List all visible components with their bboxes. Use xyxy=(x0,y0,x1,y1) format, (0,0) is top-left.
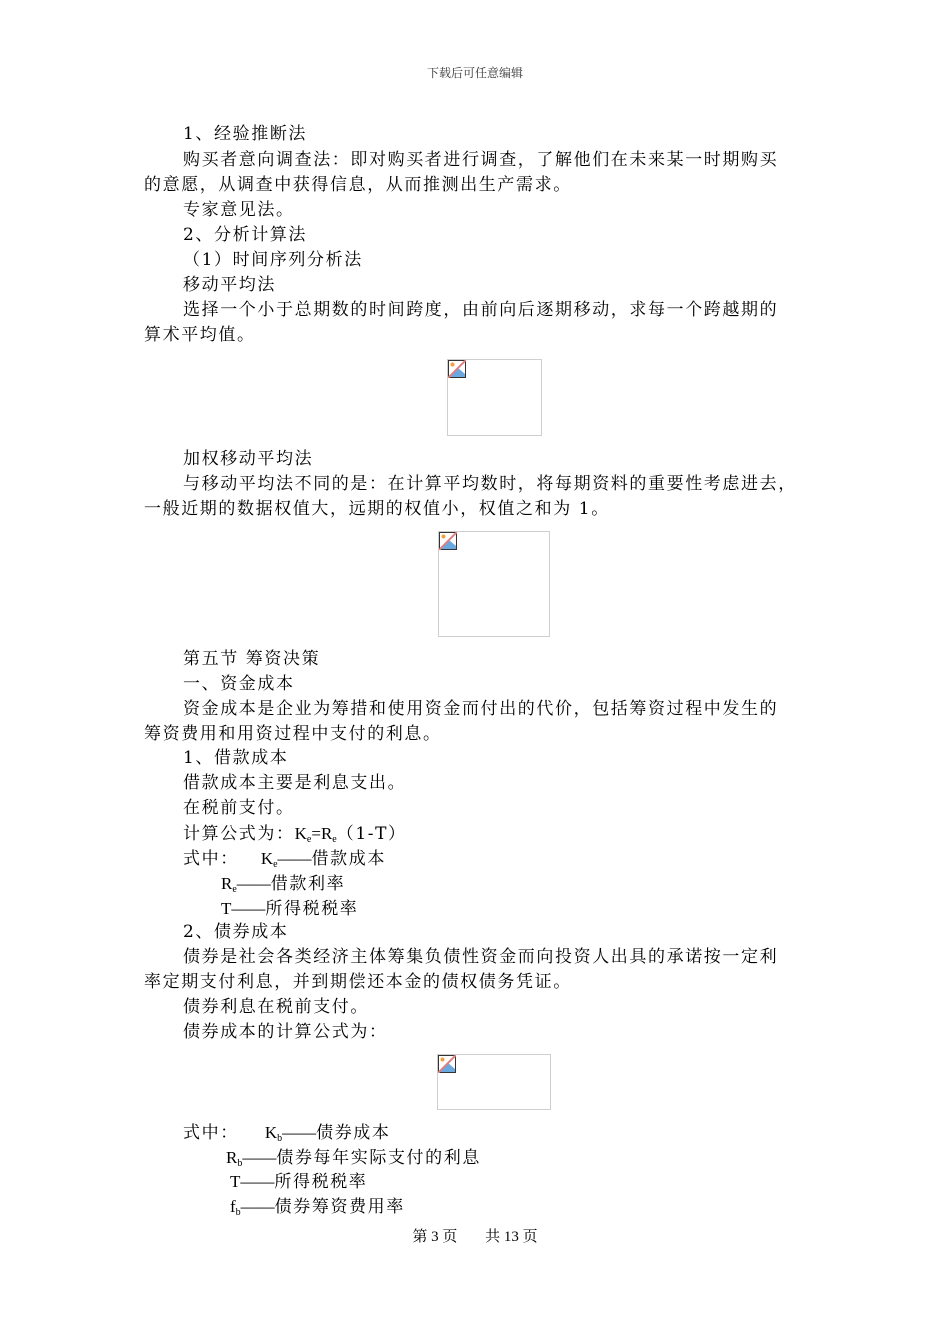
broken-image-icon xyxy=(448,360,466,378)
paragraph-capital-cost: 资金成本是企业为筹措和使用资金而付出的代价，包括筹资过程中发生的 xyxy=(183,699,779,719)
heading-analysis-method: 2、分析计算法 xyxy=(183,225,308,245)
paragraph-bond-definition: 债券是社会各类经济主体筹集负债性资金而向投资人出具的承诺按一定利 xyxy=(183,947,779,967)
paragraph-expert-opinion: 专家意见法。 xyxy=(183,200,295,220)
paragraph-bond-definition-cont: 率定期支付利息，并到期偿还本金的债权债务凭证。 xyxy=(144,972,572,992)
loan-cost-def-r: $R_e——$借款利率 xyxy=(221,874,346,895)
paragraph-capital-cost-cont: 筹资费用和用资过程中支付的利息。 xyxy=(144,724,442,744)
paragraph-weighted-moving-average: 与移动平均法不同的是：在计算平均数时，将每期资料的重要性考虑进去， xyxy=(183,474,797,494)
heading-capital-cost: 一、资金成本 xyxy=(183,674,295,694)
loan-cost-formula: 计算公式为：$K_e=R_e(1-T)$ xyxy=(183,824,407,845)
paragraph-buyer-survey: 购买者意向调查法：即对购买者进行调查，了解他们在未来某一时期购买 xyxy=(183,150,779,170)
heading-weighted-moving-average: 加权移动平均法 xyxy=(183,449,314,469)
moving-average-formula-image xyxy=(447,359,542,436)
bond-cost-def-r: $R_b——$债券每年实际支付的利息 xyxy=(226,1148,481,1169)
paragraph-buyer-survey-cont: 的意愿，从调查中获得信息，从而推测出生产需求。 xyxy=(144,175,572,195)
paragraph-loan-cost: 借款成本主要是利息支出。 xyxy=(183,773,407,793)
section-title-financing-decision: 第五节 筹资决策 xyxy=(183,649,321,669)
heading-empirical-method: 1、经验推断法 xyxy=(183,124,308,144)
weighted-moving-average-formula-image xyxy=(438,531,550,637)
page-number: 第 3 页 xyxy=(412,1229,458,1245)
loan-cost-def-k: 式中： $K_e——$借款成本 xyxy=(183,849,386,870)
paragraph-bond-interest: 债券利息在税前支付。 xyxy=(183,997,369,1017)
heading-time-series: （1）时间序列分析法 xyxy=(183,250,363,270)
bond-cost-def-t: T——所得税税率 xyxy=(230,1172,368,1192)
bond-cost-def-k: 式中： $K_b——$债券成本 xyxy=(183,1123,391,1144)
loan-cost-def-t: T——所得税税率 xyxy=(221,899,359,919)
paragraph-moving-average: 选择一个小于总期数的时间跨度，由前向后逐期移动，求每一个跨越期的 xyxy=(183,300,779,320)
broken-image-icon xyxy=(438,1055,456,1073)
page-header: 下载后可任意编辑 xyxy=(426,66,523,80)
bond-cost-formula-image xyxy=(437,1054,551,1110)
paragraph-bond-formula-intro: 债券成本的计算公式为： xyxy=(183,1022,388,1042)
page-footer xyxy=(0,1225,950,1246)
page-total: 共 13 页 xyxy=(485,1229,538,1245)
broken-image-icon xyxy=(439,532,457,550)
paragraph-pretax: 在税前支付。 xyxy=(183,798,295,818)
heading-bond-cost: 2、债券成本 xyxy=(183,922,289,942)
heading-loan-cost: 1、借款成本 xyxy=(183,748,289,768)
paragraph-moving-average-cont: 算术平均值。 xyxy=(144,325,256,345)
paragraph-weighted-moving-average-cont: 一般近期的数据权值大，远期的权值小，权值之和为 1。 xyxy=(144,499,610,519)
bond-cost-def-f: $f_b——$债券筹资费用率 xyxy=(230,1197,405,1218)
heading-moving-average: 移动平均法 xyxy=(183,275,276,295)
